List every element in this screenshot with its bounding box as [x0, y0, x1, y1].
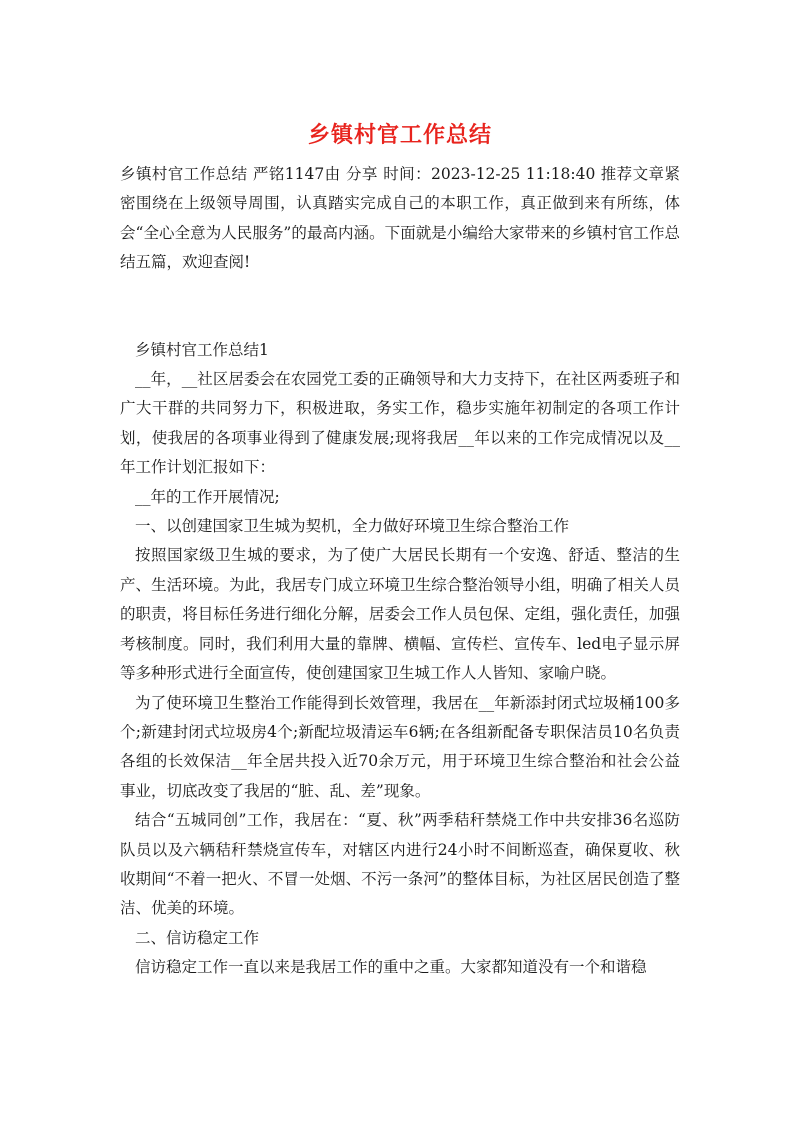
section-heading: 乡镇村官工作总结1	[135, 340, 269, 359]
subsection-heading: 二、信访稳定工作	[135, 928, 260, 947]
body-paragraph: __年，__社区居委会在农园党工委的正确领导和大力支持下，在社区两委班子和广大干群的共同努力下，积极进取，务实工作，稳步实施年初制定的各项工作计划，使我居的各项事业得到了健康发展;现将我居__年以来的工作完成情况以及__年工作计划汇报如下：	[120, 370, 680, 477]
document-title: 乡镇村官工作总结	[307, 123, 492, 148]
body-paragraph: __年的工作开展情况;	[135, 487, 280, 506]
body-paragraph: 为了使环境卫生整治工作能得到长效管理，我居在__年新添封闭式垃圾桶100多个;新建封闭式垃圾房4个;新配垃圾清运车6辆;在各组新配备专职保洁员10名负责各组的长效保洁__年全居共投入近70余万元，用于环境卫生综合整治和社会公益事业，切底改变了我居的“脏、乱、差”现象。	[120, 693, 680, 800]
intro-paragraph: 乡镇村官工作总结 严铭1147由 分享 时间：2023-12-25 11:18:40 推荐文章紧密围绕在上级领导周围，认真踏实完成自己的本职工作，真正做到来有所练，体会“全心全意为人民服务”的最高内涵。下面就是小编给大家带来的乡镇村官工作总结五篇，欢迎查阅!	[120, 165, 680, 272]
body-paragraph: 结合“五城同创”工作，我居在：“夏、秋”两季秸秆禁烧工作中共安排36名巡防队员以及六辆秸秆禁烧宣传车，对辖区内进行24小时不间断巡查，确保夏收、秋收期间“不着一把火、不冒一处烟、不污一条河”的整体目标，为社区居民创造了整洁、优美的环境。	[120, 811, 680, 918]
body-paragraph: 按照国家级卫生城的要求，为了使广大居民长期有一个安逸、舒适、整洁的生产、生活环境。为此，我居专门成立环境卫生综合整治领导小组，明确了相关人员的职责，将目标任务进行细化分解，居委会工作人员包保、定组，强化责任，加强考核制度。同时，我们利用大量的靠牌、横幅、宣传栏、宣传车、led电子显示屏等多种形式进行全面宣传，使创建国家卫生城工作人人皆知、家喻户晓。	[120, 546, 680, 683]
subsection-heading: 一、以创建国家卫生城为契机，全力做好环境卫生综合整治工作	[135, 517, 570, 536]
section-gap	[120, 278, 680, 336]
body-paragraph: 信访稳定工作一直以来是我居工作的重中之重。大家都知道没有一个和谐稳	[135, 958, 647, 977]
document-body	[120, 160, 680, 983]
